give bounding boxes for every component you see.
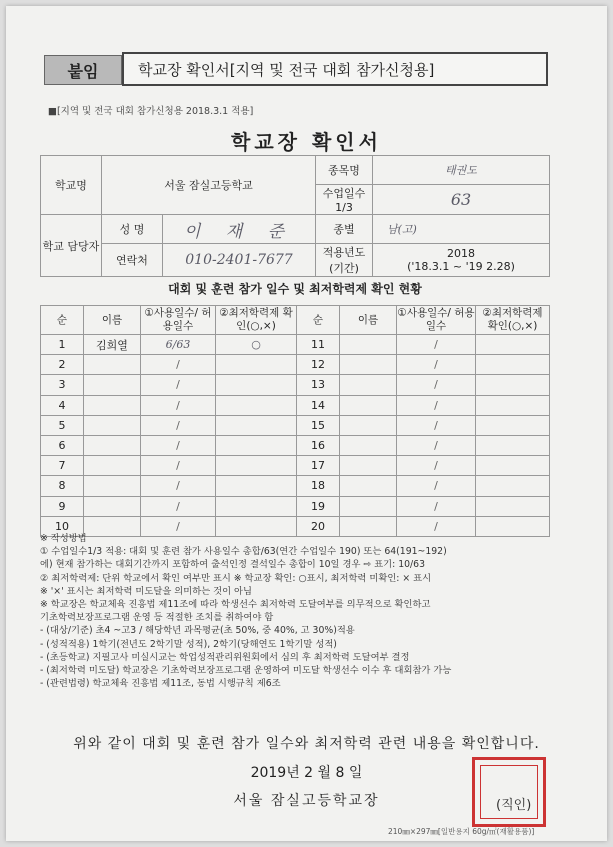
athlete-name (84, 415, 141, 435)
days-used: / (397, 415, 476, 435)
col-check: ②최저학력제 확인(○,×) (216, 306, 297, 335)
row-number: 20 (297, 516, 340, 536)
school-value: 서울 잠실고등학교 (102, 156, 316, 215)
note-line: ※ 작성방법 (40, 533, 87, 544)
school-label: 학교명 (41, 156, 102, 215)
days-used: / (141, 456, 216, 476)
days-used: / (397, 476, 476, 496)
row-number: 10 (41, 516, 84, 536)
apply-year-cell (373, 244, 550, 277)
days-used: / (141, 516, 216, 536)
apply-year-value: 2018 (447, 247, 475, 260)
row-number: 19 (297, 496, 340, 516)
event-value: 태권도 (373, 156, 550, 185)
table-row (41, 435, 550, 455)
contact-value: 010-2401-7677 (163, 244, 316, 277)
event-label: 종목명 (316, 156, 373, 185)
academic-check (216, 415, 297, 435)
days-used: / (397, 496, 476, 516)
row-number: 11 (297, 335, 340, 355)
athlete-name (84, 456, 141, 476)
academic-check (476, 496, 550, 516)
row-number: 17 (297, 456, 340, 476)
athlete-name (340, 355, 397, 375)
athlete-name (340, 476, 397, 496)
note-line: - (관련법령) 학교체육 진흥법 제11조, 동법 시행규칙 제6조 (40, 678, 281, 690)
athlete-name (340, 456, 397, 476)
days-used: / (397, 335, 476, 355)
table-row (41, 395, 550, 415)
academic-check (476, 415, 550, 435)
days-used: / (397, 435, 476, 455)
athlete-name (340, 335, 397, 355)
col-no: 순 (41, 306, 84, 335)
athlete-name (84, 395, 141, 415)
note-line: - (성적적용) 1학기(전년도 2학기말 성적), 2학기(당해연도 1학기말 성적) (40, 638, 337, 650)
academic-check (476, 476, 550, 496)
note-line: ② 최저학력제: 단위 학교에서 확인 여부만 표시 ※ 학교장 확인: ○표시, 최저학력 미확인: × 표시 (40, 572, 432, 584)
name-value: 이 재 준 (163, 215, 316, 244)
official-seal-icon (472, 757, 546, 827)
row-number: 12 (297, 355, 340, 375)
days-used: / (141, 375, 216, 395)
days-used: / (141, 435, 216, 455)
page-title: 학교장 확인서 (231, 130, 382, 154)
academic-check (476, 395, 550, 415)
academic-check: ○ (216, 335, 297, 355)
athlete-name (340, 496, 397, 516)
paper-spec-footer: 210㎜×297㎜[일반용지 60g/㎡(재활용품)] (388, 827, 535, 836)
instructions (40, 532, 560, 690)
row-number: 1 (41, 335, 84, 355)
row-number: 18 (297, 476, 340, 496)
applicability-note: ■[지역 및 전국 대회 참가신청용 2018.3.1 적용] (48, 106, 254, 117)
academic-check (216, 395, 297, 415)
participation-table (40, 305, 550, 537)
col-name: 이름 (340, 306, 397, 335)
section-title: 대회 및 훈련 참가 일수 및 최저학력제 확인 현황 (168, 282, 422, 296)
academic-check (476, 335, 550, 355)
note-line: 에) 현재 참가하는 대회기간까지 포함하여 출석인정 결석일수 총합이 10일 경우 ⇨ 표기: 10/63 (40, 559, 426, 571)
table-row (41, 456, 550, 476)
note-line: - (초등학교) 지필고사 미실시교는 학업성적관리위원회에서 심의 후 최저학력 도달여부 결정 (40, 651, 410, 663)
days-used: / (397, 456, 476, 476)
classdays-label: 수업일수 1/3 (316, 185, 373, 215)
classdays-value: 63 (373, 185, 550, 215)
days-used: / (141, 355, 216, 375)
col-check: ②최저학력제 확인(○,×) (476, 306, 550, 335)
athlete-name (84, 355, 141, 375)
academic-check (476, 375, 550, 395)
note-line: ※ '×' 표시는 최저학력 미도달을 의미하는 것이 아님 (40, 585, 253, 597)
note-line: 기초학력보장프로그램 운영 등 적절한 조치를 취하여야 함 (40, 612, 274, 624)
table-row (41, 355, 550, 375)
athlete-name (340, 395, 397, 415)
note-line: - (대상/기준) 초4 ~고3 / 해당학년 과목평균(초 50%, 중 40%, 고 30%)적용 (40, 625, 355, 637)
row-number: 9 (41, 496, 84, 516)
athlete-name (84, 375, 141, 395)
academic-check (216, 375, 297, 395)
row-number: 6 (41, 435, 84, 455)
days-used: / (141, 415, 216, 435)
name-label: 성 명 (102, 215, 163, 244)
athlete-name (340, 375, 397, 395)
days-used: 6/63 (141, 335, 216, 355)
days-used: / (141, 395, 216, 415)
academic-check (216, 456, 297, 476)
academic-check (216, 435, 297, 455)
row-number: 13 (297, 375, 340, 395)
col-name: 이름 (84, 306, 141, 335)
principal-signature: 서울 잠실고등학교장 (233, 793, 380, 809)
info-table (40, 155, 550, 277)
issue-date: 2019년 2 월 8 일 (250, 765, 363, 781)
academic-check (476, 456, 550, 476)
seal-label: (직인) (496, 798, 532, 813)
row-number: 4 (41, 395, 84, 415)
athlete-name (340, 435, 397, 455)
apply-period: ('18.3.1 ~ '19 2.28) (407, 260, 515, 273)
athlete-name (340, 415, 397, 435)
days-used: / (397, 395, 476, 415)
academic-check (216, 355, 297, 375)
athlete-name (84, 435, 141, 455)
table-row (41, 496, 550, 516)
row-number: 3 (41, 375, 84, 395)
note-line: ※ 학교장은 학교체육 진흥법 제11조에 따라 학생선수 최저학력 도달여부를 의무적으로 확인하고 (40, 599, 431, 611)
document-header-title: 학교장 확인서[지역 및 전국 대회 참가신청용] (122, 52, 548, 86)
table-row (41, 415, 550, 435)
days-used: / (141, 496, 216, 516)
note-line: ① 수업일수1/3 적용: 대회 및 훈련 참가 사용일수 총합/63(연간 수업일수 190) 또는 64(191~192) (40, 546, 447, 558)
note-line: - (최저학력 미도달) 학교장은 기초학력보장프로그램 운영하여 미도달 학생선수 이수 후 대회참가 가능 (40, 665, 452, 677)
days-used: / (141, 476, 216, 496)
contact-label: 연락처 (102, 244, 163, 277)
row-number: 2 (41, 355, 84, 375)
row-number: 15 (297, 415, 340, 435)
row-number: 5 (41, 415, 84, 435)
days-used: / (397, 516, 476, 536)
col-days: ①사용일수/ 허용일수 (397, 306, 476, 335)
days-used: / (397, 375, 476, 395)
athlete-name: 김희열 (84, 335, 141, 355)
row-number: 7 (41, 456, 84, 476)
col-no: 순 (297, 306, 340, 335)
table-row (41, 375, 550, 395)
academic-check (216, 476, 297, 496)
apply-year-label: 적용년도 (기간) (316, 244, 373, 277)
row-number: 8 (41, 476, 84, 496)
row-number: 14 (297, 395, 340, 415)
athlete-name (84, 496, 141, 516)
academic-check (476, 355, 550, 375)
confirmation-statement: 위와 같이 대회 및 훈련 참가 일수와 최저학력 관련 내용을 확인합니다. (73, 736, 540, 752)
academic-check (216, 496, 297, 516)
athlete-name (84, 476, 141, 496)
row-number: 16 (297, 435, 340, 455)
gender-value: 남(고) (373, 215, 550, 244)
days-used: / (397, 355, 476, 375)
col-days: ①사용일수/ 허용일수 (141, 306, 216, 335)
table-row (41, 335, 550, 355)
academic-check (476, 435, 550, 455)
attachment-tag: 붙임 (44, 55, 122, 85)
table-row (41, 476, 550, 496)
manager-label: 학교 담당자 (41, 215, 102, 277)
gender-label: 종별 (316, 215, 373, 244)
